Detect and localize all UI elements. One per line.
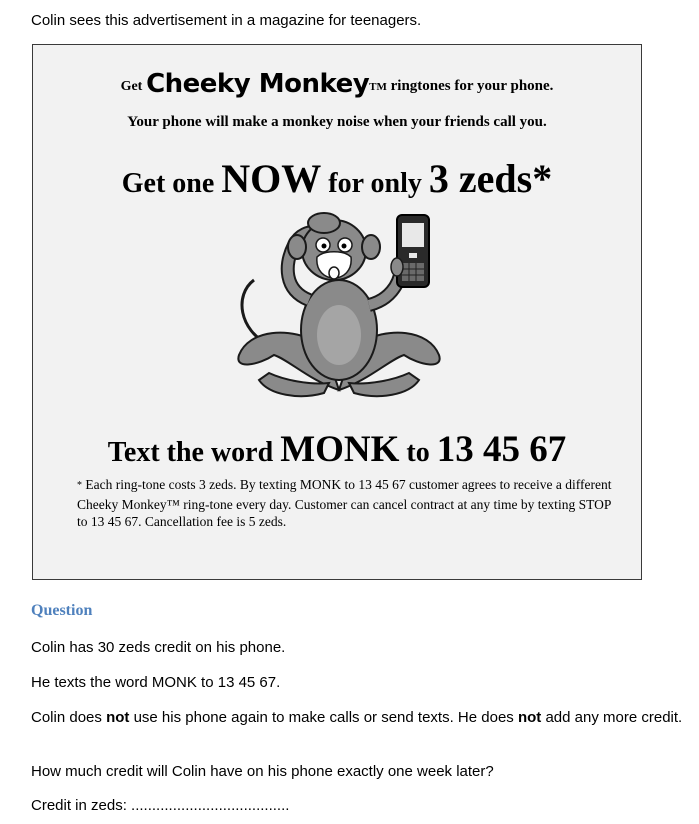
answer-line <box>31 797 289 815</box>
answer-label: Credit in zeds: <box>31 797 127 814</box>
offer-pre: Get one <box>121 168 215 199</box>
monkey-illustration <box>229 195 449 420</box>
question-prompt: How much credit will Colin have on his phone exactly one week later? <box>31 763 494 780</box>
question-line-2: He texts the word MONK to 13 45 67. <box>31 674 281 691</box>
question-heading: Question <box>31 602 93 619</box>
ad-tagline: Your phone will make a monkey noise when your friends call you. <box>127 114 547 130</box>
phone-icon <box>397 215 429 287</box>
text-pre: Text the word <box>107 437 274 468</box>
question-line-3 <box>31 709 691 727</box>
p3-a: Colin does <box>31 709 102 726</box>
intro-text: Colin sees this advertisement in a magazine for teenagers. <box>31 12 422 29</box>
p3-c: add any more credit. <box>545 709 683 726</box>
p3-b: use his phone again to make calls or send texts. He does <box>133 709 514 726</box>
ad-call-to-action <box>33 428 641 471</box>
fine-star: * <box>77 480 82 491</box>
brand-logo: Cheeky Monkey <box>146 69 370 99</box>
trademark: TM <box>369 81 387 93</box>
advertisement <box>32 44 642 580</box>
answer-blank[interactable]: ...................................... <box>131 797 290 814</box>
ad-get: Get <box>120 79 143 94</box>
fine-print <box>77 476 622 531</box>
p3-not-1: not <box>106 709 130 726</box>
fine-print-text: Each ring-tone costs 3 zeds. By texting MONK to 13 45 67 customer agrees to receive a different Cheeky Monkey™ ring-tone every day. Customer can cancel contract at any time by texting STOP to 13 45 67. Cancellation fee is 5 zeds. <box>77 477 612 529</box>
text-word: MONK <box>280 429 400 470</box>
p3-not-2: not <box>517 709 542 726</box>
text-number: 13 45 67 <box>436 429 567 470</box>
question-line-1: Colin has 30 zeds credit on his phone. <box>31 639 286 656</box>
offer-mid: for only <box>328 168 422 199</box>
ad-headline <box>33 67 641 97</box>
text-to: to <box>406 437 430 468</box>
offer-now: NOW <box>221 156 322 201</box>
ad-ringtones: ringtones for your phone. <box>390 78 554 94</box>
offer-price: 3 zeds* <box>428 156 553 201</box>
